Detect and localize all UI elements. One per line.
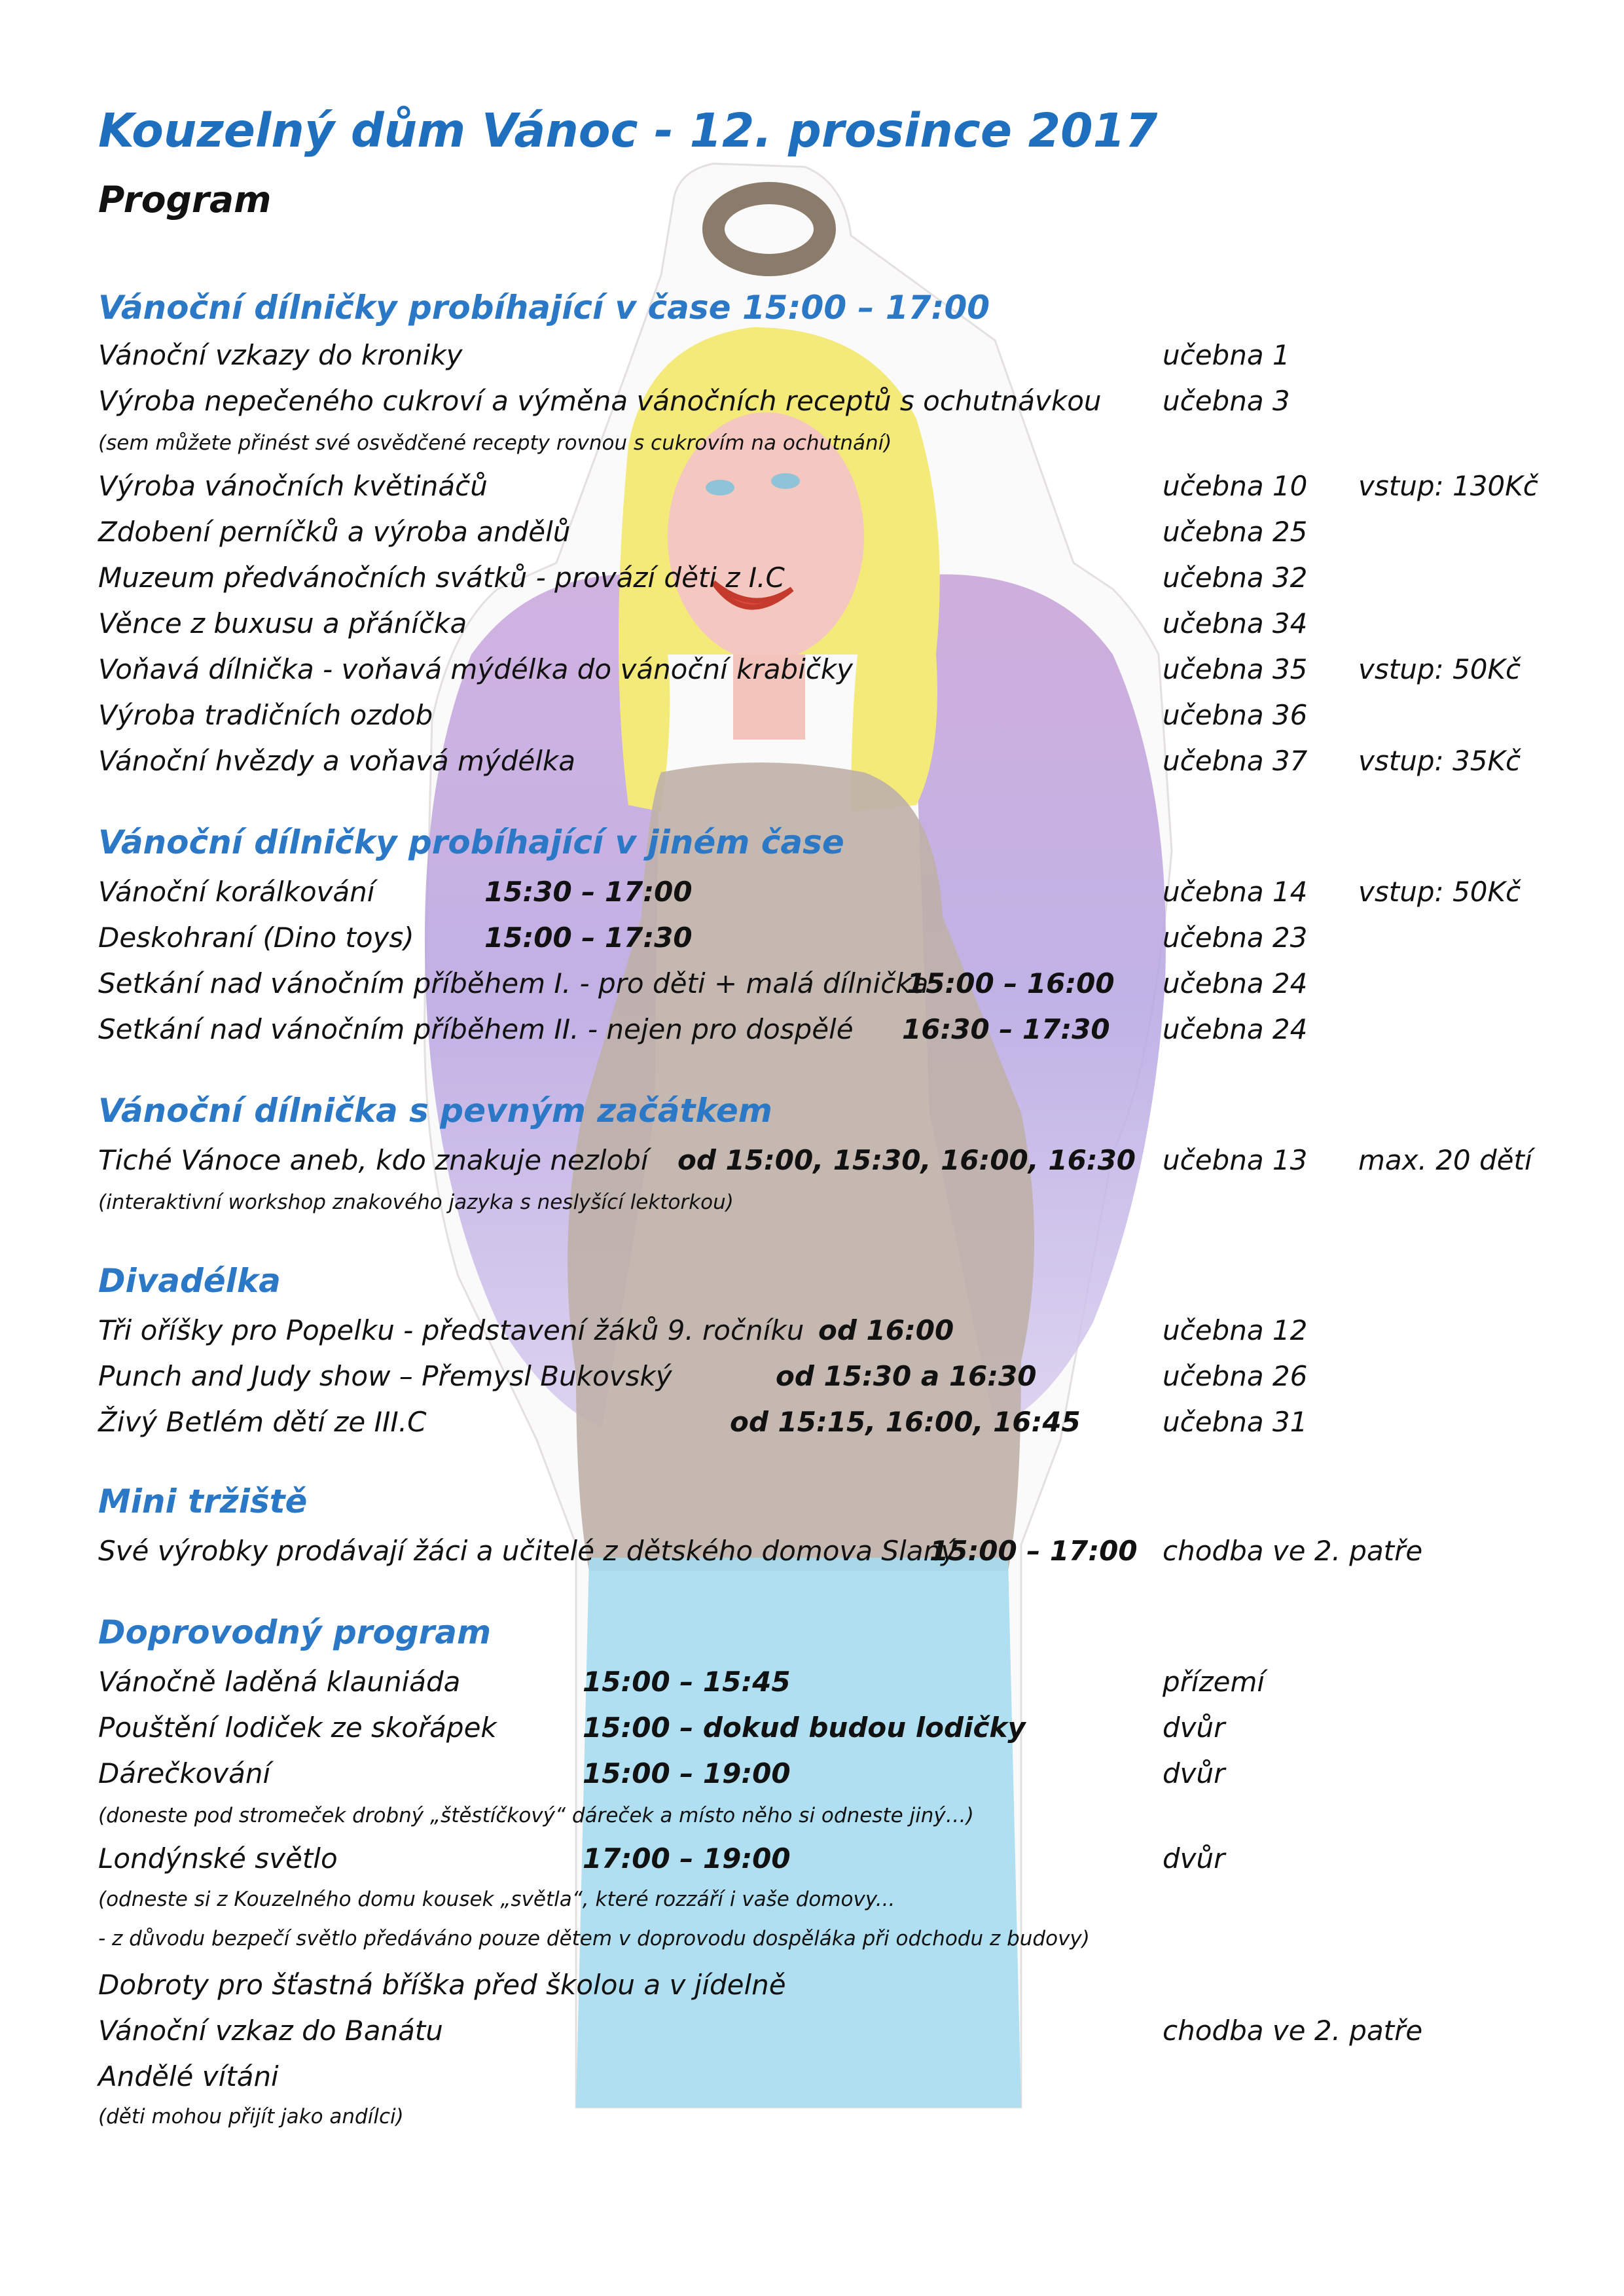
activity-place: učebna 23 (1163, 922, 1308, 954)
activity-fee: max. 20 dětí (1358, 1144, 1532, 1176)
activity-fee: vstup: 35Kč (1358, 745, 1521, 777)
activity-place: přízemí (1163, 1666, 1265, 1698)
activity-name: Deskohraní (Dino toys) (98, 922, 414, 954)
activity-name: Setkání nad vánočním příběhem I. - pro děti + malá dílnička (98, 967, 929, 999)
activity-name: Dobroty pro šťastná bříška před školou a v jídelně (98, 1969, 786, 2001)
activity-note: (děti mohou přijít jako andílci) (98, 2105, 404, 2128)
activity-place: učebna 35 (1163, 653, 1308, 685)
activity-name: Vánoční vzkazy do kroniky (98, 339, 463, 371)
activity-name: Dárečkování (98, 1757, 271, 1789)
activity-name: Výroba vánočních květináčů (98, 470, 488, 502)
activity-name: Věnce z buxusu a přáníčka (98, 607, 467, 639)
activity-place: učebna 26 (1163, 1360, 1308, 1392)
activity-name: Tiché Vánoce aneb, kdo znakuje nezlobí (98, 1144, 649, 1176)
activity-place: učebna 1 (1163, 339, 1290, 371)
activity-place: učebna 10 (1163, 470, 1308, 502)
activity-fee: vstup: 50Kč (1358, 653, 1521, 685)
activity-time: 15:00 – 17:00 (929, 1535, 1138, 1567)
section-heading: Vánoční dílničky probíhající v čase 15:00 – 17:00 (98, 289, 990, 327)
activity-time: od 15:30 a 16:30 (776, 1360, 1037, 1392)
section-heading: Mini tržiště (98, 1482, 308, 1520)
activity-place: chodba ve 2. patře (1163, 1535, 1423, 1567)
page-subtitle: Program (98, 179, 272, 221)
activity-place: učebna 25 (1163, 516, 1308, 548)
activity-note: - z důvodu bezpečí světlo předáváno pouze dětem v doprovodu dospěláka při odchodu z budovy) (98, 1927, 1090, 1950)
activity-name: Své výrobky prodávají žáci a učitelé z dětského domova Slaný (98, 1535, 957, 1567)
activity-place: učebna 3 (1163, 385, 1290, 417)
activity-note: (odneste si z Kouzelného domu kousek „světla“, které rozzáří i vaše domovy... (98, 1888, 895, 1911)
activity-place: učebna 34 (1163, 607, 1308, 639)
activity-place: učebna 36 (1163, 699, 1308, 731)
activity-time: 15:00 – 17:30 (484, 922, 693, 954)
activity-place: učebna 24 (1163, 1013, 1308, 1045)
activity-time: 15:00 – 15:45 (583, 1666, 791, 1698)
activity-time: 15:00 – dokud budou lodičky (583, 1712, 1026, 1744)
activity-name: Setkání nad vánočním příběhem II. - nejen pro dospělé (98, 1013, 854, 1045)
activity-fee: vstup: 50Kč (1358, 876, 1521, 908)
activity-place: učebna 12 (1163, 1314, 1308, 1346)
activity-place: učebna 31 (1163, 1406, 1308, 1438)
activity-place: dvůr (1163, 1757, 1225, 1789)
activity-name: Voňavá dílnička - voňavá mýdélka do vánoční krabičky (98, 653, 854, 685)
activity-place: učebna 24 (1163, 967, 1308, 999)
activity-name: Londýnské světlo (98, 1842, 338, 1874)
activity-place: dvůr (1163, 1842, 1225, 1874)
activity-note: (doneste pod stromeček drobný „štěstíčkový“ dáreček a místo něho si odneste jiný…) (98, 1804, 974, 1827)
page-title: Kouzelný dům Vánoc - 12. prosince 2017 (98, 103, 1158, 158)
activity-name: Výroba tradičních ozdob (98, 699, 433, 731)
activity-time: 15:00 – 16:00 (907, 967, 1115, 999)
activity-name: Zdobení perníčků a výroba andělů (98, 516, 571, 548)
activity-place: učebna 14 (1163, 876, 1308, 908)
activity-name: Tři oříšky pro Popelku - představení žáků 9. ročníku (98, 1314, 804, 1346)
activity-place: dvůr (1163, 1712, 1225, 1744)
activity-note: (sem můžete přinést své osvědčené recepty rovnou s cukrovím na ochutnání) (98, 431, 892, 455)
activity-name: Vánočně laděná klauniáda (98, 1666, 461, 1698)
activity-place: učebna 32 (1163, 562, 1308, 594)
activity-name: Živý Betlém dětí ze III.C (98, 1406, 427, 1438)
activity-name: Výroba nepečeného cukroví a výměna vánočních receptů s ochutnávkou (98, 385, 1102, 417)
activity-name: Vánoční korálkování (98, 876, 375, 908)
activity-time: 15:30 – 17:00 (484, 876, 693, 908)
activity-name: Vánoční hvězdy a voňavá mýdélka (98, 745, 575, 777)
activity-name: Punch and Judy show – Přemysl Bukovský (98, 1360, 672, 1392)
activity-fee: vstup: 130Kč (1358, 470, 1538, 502)
section-heading: Divadélka (98, 1262, 281, 1300)
activity-time: 17:00 – 19:00 (583, 1842, 791, 1874)
activity-time: od 15:00, 15:30, 16:00, 16:30 (677, 1144, 1136, 1176)
activity-time: od 15:15, 16:00, 16:45 (730, 1406, 1081, 1438)
section-heading: Vánoční dílnička s pevným začátkem (98, 1092, 772, 1130)
activity-place: učebna 37 (1163, 745, 1308, 777)
activity-place: chodba ve 2. patře (1163, 2015, 1423, 2047)
section-heading: Vánoční dílničky probíhající v jiném čase (98, 823, 844, 861)
activity-time: 15:00 – 19:00 (583, 1757, 791, 1789)
activity-name: Muzeum předvánočních svátků - provází děti z I.C (98, 562, 785, 594)
activity-note: (interaktivní workshop znakového jazyka s neslyšící lektorkou) (98, 1191, 734, 1214)
activity-time: 16:30 – 17:30 (902, 1013, 1110, 1045)
activity-time: od 16:00 (818, 1314, 954, 1346)
activity-name: Pouštění lodiček ze skořápek (98, 1712, 497, 1744)
activity-name: Andělé vítáni (98, 2060, 279, 2092)
section-heading: Doprovodný program (98, 1613, 492, 1651)
activity-name: Vánoční vzkaz do Banátu (98, 2015, 443, 2047)
activity-place: učebna 13 (1163, 1144, 1308, 1176)
